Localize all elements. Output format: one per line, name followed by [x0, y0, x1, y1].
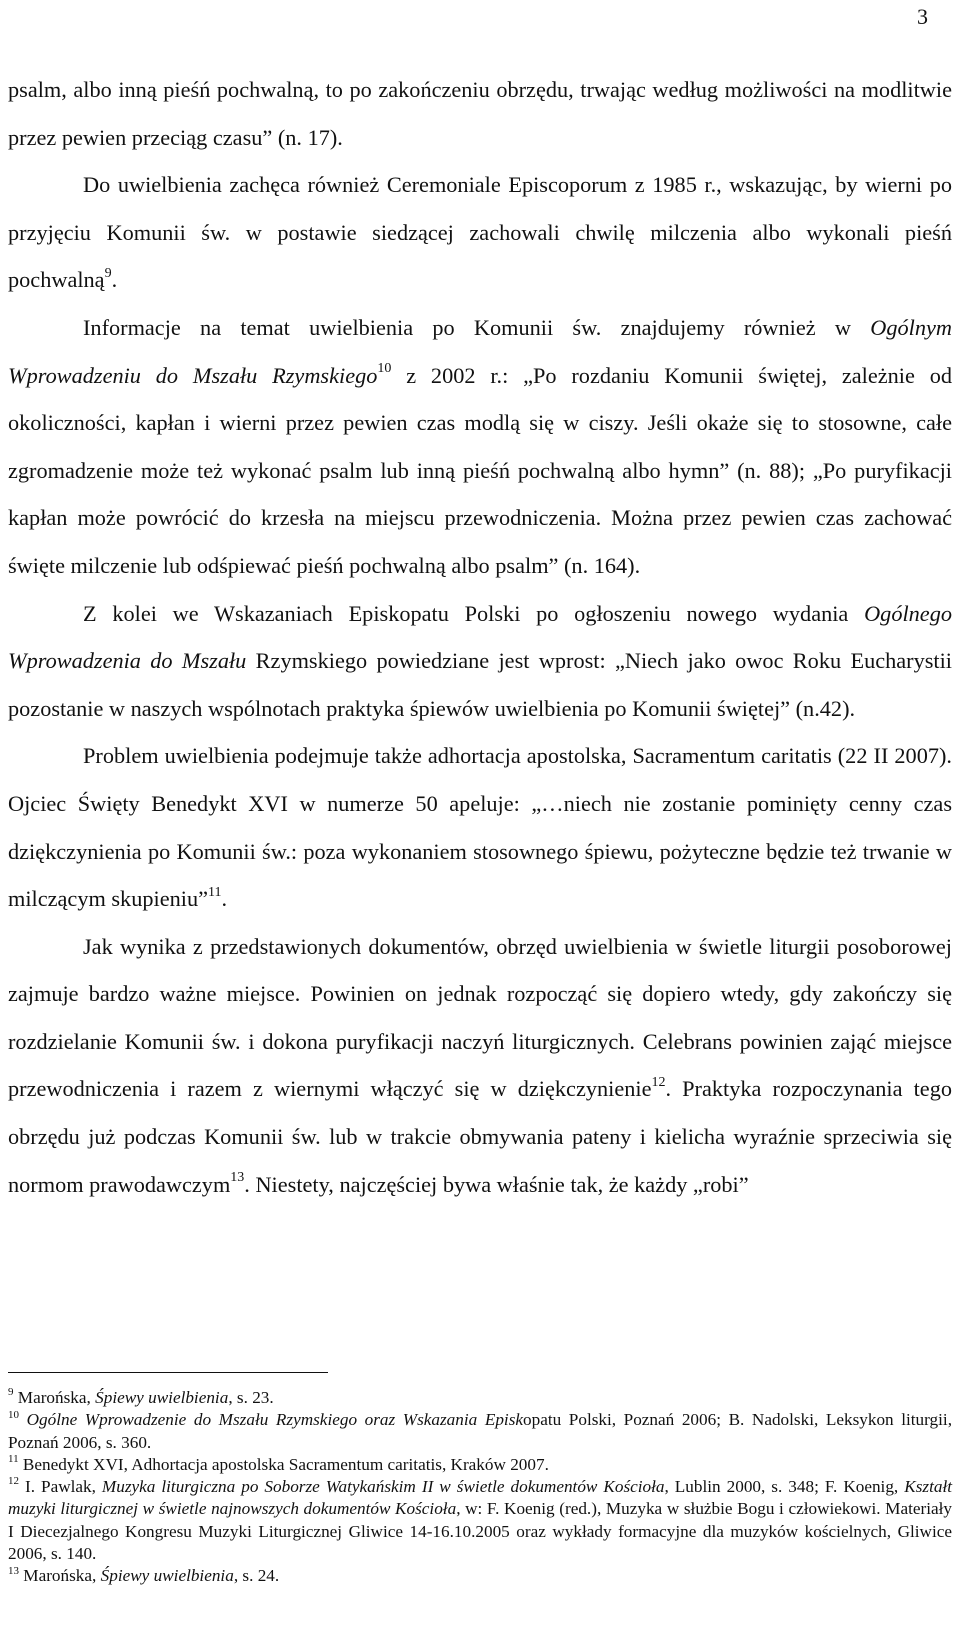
- page-number: 3: [917, 4, 928, 29]
- footnote-ref-13[interactable]: 13: [230, 1170, 245, 1186]
- paragraph-text: Z kolei we Wskazaniach Episkopatu Polski po ogłoszeniu nowego wydania: [83, 600, 865, 626]
- footnote-13: [8, 1565, 952, 1587]
- paragraph-text: Do uwielbienia zachęca również Ceremoniale Episcoporum z 1985 r., wskazując, by wierni po przyjęciu Komunii św. w postawie siedzącej zachowali chwilę milczenia albo wykonali pieśń pochwalną: [8, 172, 952, 293]
- footnote-ref-10[interactable]: 10: [377, 361, 392, 377]
- italic-title: Ogólnym Wprowadzeniu do Mszału Rzymskiego: [8, 314, 952, 388]
- footnote-text: I. Pawlak,: [19, 1477, 102, 1497]
- footnote-italic: Śpiewy uwielbienia: [95, 1388, 229, 1407]
- footnote-text: [19, 1410, 27, 1429]
- italic-title: Ogólnego Wprowadzenia do Mszału: [8, 600, 952, 674]
- footnote-ref-9[interactable]: 9: [104, 265, 112, 281]
- paragraph-text: Rzymskiego powiedziane jest wprost: „Niech jako owoc Roku Eucharystii pozostanie w naszych wspólnotach praktyka śpiewów uwielbienia po Komunii świętej” (n.42).: [8, 648, 952, 721]
- paragraph-sacramentum: [8, 732, 952, 922]
- paragraph-text: Informacje na temat uwielbienia po Komunii św. znajdujemy również w: [83, 314, 871, 340]
- footnote-text: Marońska,: [19, 1566, 101, 1586]
- footnote-9: [8, 1387, 952, 1409]
- paragraph-text: . Praktyka rozpoczynania tego obrzędu już podczas Komunii św. lub w trakcie obmywania pateny i kielicha wyraźnie sprzeciwia się normom prawodawczym: [8, 1076, 952, 1197]
- footnote-number: 11: [8, 1453, 19, 1466]
- footnote-text: , Lublin 2000, s. 348; F. Koenig,: [664, 1477, 905, 1497]
- body-text: [8, 66, 952, 1208]
- footnote-text: , s. 24.: [233, 1566, 280, 1586]
- footnote-number: 9: [8, 1386, 14, 1399]
- footnote-number: 12: [8, 1475, 19, 1488]
- footnote-ref-12[interactable]: 12: [651, 1075, 666, 1091]
- footnote-text: Benedykt XVI, Adhortacja apostolska Sacramentum caritatis, Kraków 2007.: [18, 1454, 549, 1474]
- footnote-separator: [8, 1372, 328, 1373]
- paragraph-continuation: [8, 66, 952, 161]
- paragraph-conclusion: [8, 923, 952, 1209]
- footnote-italic: Śpiewy uwielbienia: [100, 1566, 234, 1586]
- footnote-10: [8, 1409, 952, 1454]
- footnote-ref-11[interactable]: 11: [208, 884, 222, 900]
- footnote-italic: Ogólne Wprowadzenie do Mszału Rzymskiego oraz Wskazania Episk: [26, 1410, 524, 1430]
- footnotes: [8, 1387, 952, 1588]
- footnote-text: , s. 23.: [228, 1388, 274, 1407]
- footnote-number: 10: [8, 1408, 19, 1421]
- paragraph-text: .: [221, 886, 228, 912]
- paragraph-text: psalm, albo inną pieśń pochwalną, to po zakończeniu obrzędu, trwając według możliwości na modlitwie przez pewien przeciąg czasu” (n. 17).: [8, 77, 952, 150]
- footnote-text: Marońska,: [13, 1388, 96, 1407]
- paragraph-wskazania: [8, 590, 952, 733]
- paragraph-ogolne-wprowadzenie: [8, 304, 952, 590]
- footnote-text: opatu Polski, Poznań 2006; B. Nadolski, Leksykon liturgii, Poznań 2006, s. 360.: [8, 1410, 952, 1452]
- paragraph-text: .: [111, 267, 118, 293]
- footnote-italic: Muzyka liturgiczna po Soborze Watykańskim II w świetle dokumentów Kościoła: [101, 1477, 665, 1497]
- footnote-italic: Kształt muzyki liturgicznej w świetle najnowszych dokumentów Kościoła: [8, 1477, 952, 1519]
- paragraph-ceremoniale: [8, 161, 952, 304]
- paragraph-text: Jak wynika z przedstawionych dokumentów, obrzęd uwielbienia w świetle liturgii posoborowej zajmuje bardzo ważne miejsce. Powinien on jednak rozpocząć się dopiero wtedy, gdy zakończy się rozdzielanie Komunii św. i dokona puryfikacji naczyń liturgicznych. Celebrans powinien zająć miejsce przewodniczenia i razem z wiernymi włączyć się w dziękczynienie: [8, 933, 952, 1102]
- footnote-11: [8, 1454, 952, 1476]
- footnote-number: 13: [8, 1564, 19, 1577]
- footnote-12: [8, 1476, 952, 1565]
- paragraph-text: Problem uwielbienia podejmuje także adhortacja apostolska, Sacramentum caritatis (22 II 2007). Ojciec Święty Benedykt XVI w numerze 50 apeluje: „…niech nie zostanie pominięty cenny czas dziękczynienia po Komunii św.: poza wykonaniem stosownego śpiewu, pożyteczne będzie też trwanie w milczącym skupieniu”: [8, 743, 952, 912]
- paragraph-text: z 2002 r.: „Po rozdaniu Komunii świętej, zależnie od okoliczności, kapłan i wierni przez pewien czas modlą się w ciszy. Jeśli okaże się to stosowne, całe zgromadzenie może też wykonać psalm lub inną pieśń pochwalną albo hymn” (n. 88); „Po puryfikacji kapłan może powrócić do krzesła na miejscu przewodniczenia. Można przez pewien czas zachować święte milczenie lub odśpiewać pieśń pochwalną albo psalm” (n. 164).: [8, 362, 952, 578]
- footnote-text: , w: F. Koenig (red.), Muzyka w służbie Bogu i człowiekowi. Materiały I Diecezjalnego Kongresu Muzyki Liturgicznej Gliwice 14-16.10.2005 oraz wykłady formacyjne dla muzyków kościelnych, Gliwice 2006, s. 140.: [8, 1499, 952, 1564]
- paragraph-text: . Niestety, najczęściej bywa właśnie tak, że każdy „robi”: [244, 1171, 749, 1197]
